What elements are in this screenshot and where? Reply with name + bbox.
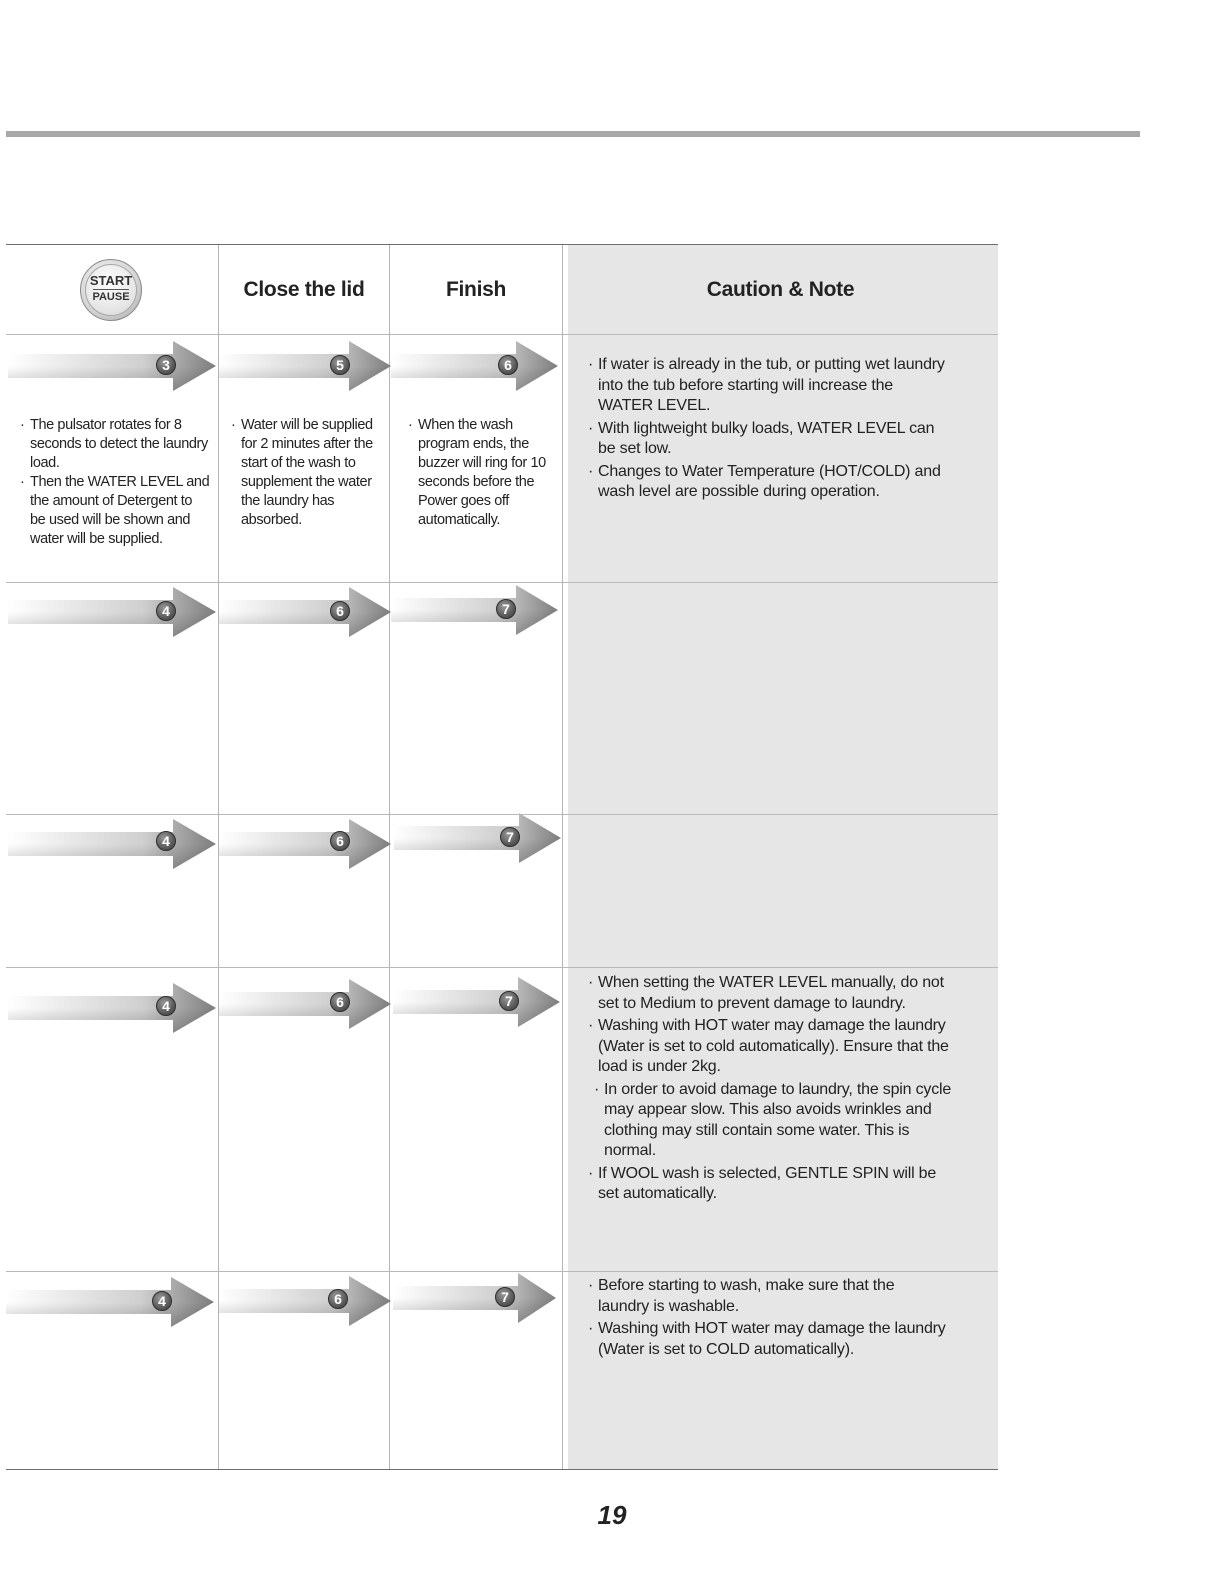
start-label: START <box>89 273 133 288</box>
step-badge: 4 <box>156 996 176 1016</box>
caution-item: · Before starting to wash, make sure that the laundry is washable. <box>588 1276 948 1317</box>
step-badge: 4 <box>156 831 176 851</box>
caution-notes <box>588 355 948 505</box>
step-arrow-icon <box>8 981 218 1035</box>
step-badge: 6 <box>330 992 350 1012</box>
caution-item: · If WOOL wash is selected, GENTLE SPIN will be set automatically. <box>588 1164 958 1205</box>
description-item: · When the wash program ends, the buzzer will ring for 10 seconds before the Power goes off automatically. <box>408 416 558 530</box>
step-description <box>20 416 210 549</box>
caution-notes <box>588 973 958 1207</box>
step-arrow-icon <box>8 339 218 393</box>
step-badge: 5 <box>330 355 350 375</box>
step-arrow-icon <box>393 975 603 1029</box>
caution-notes <box>588 1276 948 1362</box>
step-description <box>231 416 381 530</box>
step-badge: 7 <box>499 991 519 1011</box>
description-item: · Then the WATER LEVEL and the amount of Detergent to be used will be shown and water will be supplied. <box>20 473 210 549</box>
operation-table <box>6 244 998 1470</box>
step-badge: 3 <box>156 355 176 375</box>
header-finish: Finish <box>445 278 507 301</box>
top-rule <box>6 131 1140 137</box>
step-badge: 6 <box>330 831 350 851</box>
page-number: 19 <box>597 1500 627 1530</box>
caution-item: · Washing with HOT water may damage the laundry (Water is set to cold automatically). Ensure that the load is under 2kg. <box>588 1016 958 1078</box>
step-badge: 4 <box>156 601 176 621</box>
step-badge: 7 <box>496 599 516 619</box>
description-item: · The pulsator rotates for 8 seconds to detect the laundry load. <box>20 416 210 473</box>
caution-item: · Washing with HOT water may damage the laundry (Water is set to COLD automatically). <box>588 1319 948 1360</box>
row-divider <box>6 967 998 968</box>
pause-label: PAUSE <box>92 291 130 303</box>
step-description <box>408 416 558 530</box>
step-arrow-icon <box>394 811 604 865</box>
step-arrow-icon <box>6 1275 216 1329</box>
caution-item: · In order to avoid damage to laundry, the spin cycle may appear slow. This also avoids wrinkles and clothing may still contain some water. This is normal. <box>594 1080 958 1162</box>
step-badge: 6 <box>498 355 518 375</box>
start-pause-button-icon <box>80 259 142 321</box>
caution-item: · If water is already in the tub, or putting wet laundry into the tub before starting will increase the WATER LEVEL. <box>588 355 948 417</box>
step-arrow-icon <box>391 339 601 393</box>
caution-item: · With lightweight bulky loads, WATER LEVEL can be set low. <box>588 419 948 460</box>
step-arrow-icon <box>8 817 218 871</box>
header-close-lid: Close the lid <box>243 278 365 301</box>
step-badge: 6 <box>328 1289 348 1309</box>
caution-item: · When setting the WATER LEVEL manually, do not set to Medium to prevent damage to laundry. <box>588 973 958 1014</box>
header-caution-note: Caution & Note <box>706 278 855 301</box>
caution-item: · Changes to Water Temperature (HOT/COLD) and wash level are possible during operation. <box>588 462 948 503</box>
description-item: · Water will be supplied for 2 minutes after the start of the wash to supplement the water the laundry has absorbed. <box>231 416 381 530</box>
step-badge: 7 <box>500 827 520 847</box>
step-badge: 6 <box>330 601 350 621</box>
step-badge: 4 <box>152 1291 172 1311</box>
step-badge: 7 <box>495 1287 515 1307</box>
step-arrow-icon <box>8 585 218 639</box>
